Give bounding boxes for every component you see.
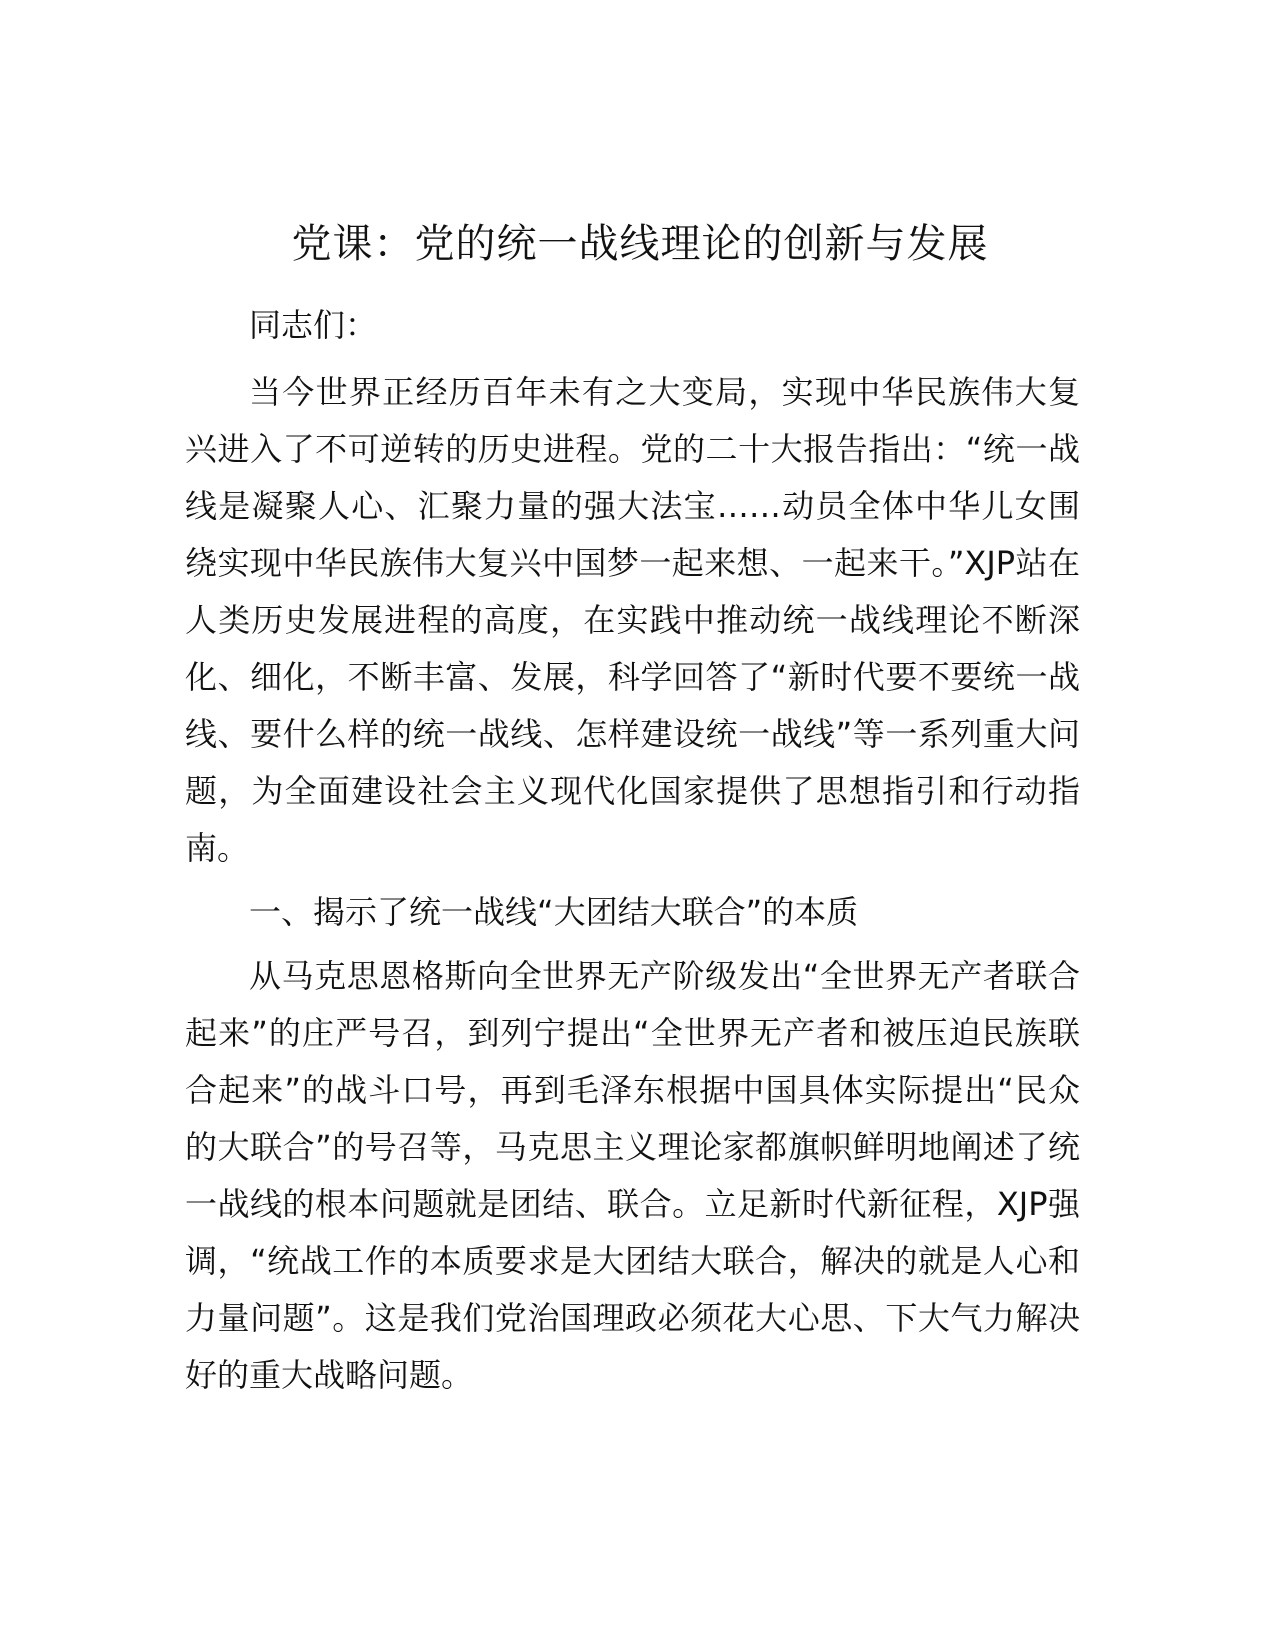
paragraph-intro: 当今世界正经历百年未有之大变局，实现中华民族伟大复兴进入了不可逆转的历史进程。党的二十大报告指出：“统一战线是凝聚人心、汇聚力量的强大法宝……动员全体中华儿女围绕实现中华民族伟大复兴中国梦一起来想、一起来干。”XJP站在人类历史发展进程的高度，在实践中推动统一战线理论不断深化、细化，不断丰富、发展，科学回答了“新时代要不要统一战线、要什么样的统一战线、怎样建设统一战线”等一系列重大问题，为全面建设社会主义现代化国家提供了思想指引和行动指南。 [185,373,1080,867]
paragraph-section-1: 从马克思恩格斯向全世界无产阶级发出“全世界无产者联合起来”的庄严号召，到列宁提出“全世界无产者和被压迫民族联合起来”的战斗口号，再到毛泽东根据中国具体实际提出“民众的大联合”的号召等，马克思主义理论家都旗帜鲜明地阐述了统一战线的根本问题就是团结、联合。立足新时代新征程，XJP强调，“统战工作的本质要求是大团结大联合，解决的就是人心和力量问题”。这是我们党治国理政必须花大心思、下大气力解决好的重大战略问题。 [185,957,1080,1394]
section-heading-1: 一、揭示了统一战线“大团结大联合”的本质 [249,893,859,931]
document-title: 党课：党的统一战线理论的创新与发展 [291,221,989,267]
salutation: 同志们： [249,306,378,344]
document-body [185,297,1080,1404]
